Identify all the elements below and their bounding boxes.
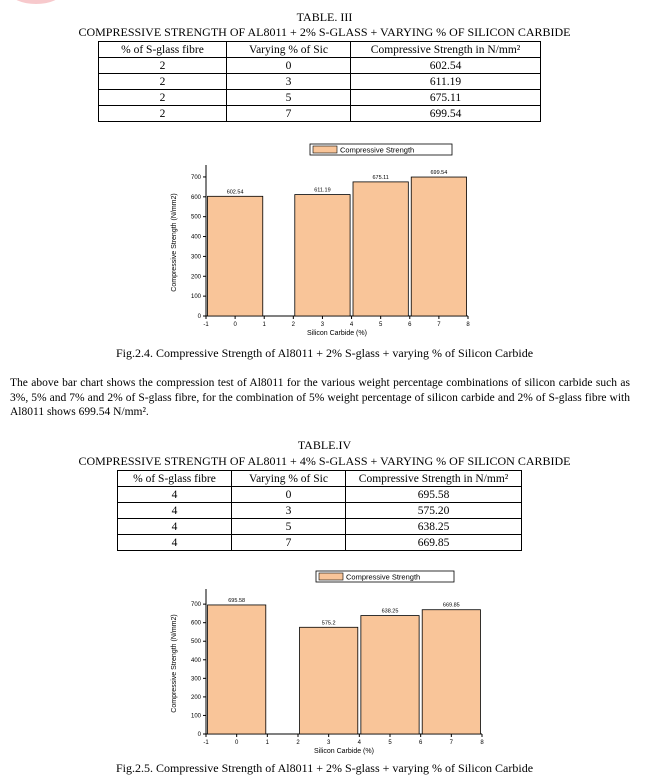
- bar: [353, 182, 408, 316]
- table-header-cell: % of S-glass fibre: [99, 42, 227, 58]
- table-row: [118, 503, 522, 519]
- table-cell: 2: [99, 58, 227, 74]
- x-tick-label: 7: [437, 322, 441, 328]
- y-tick-label: 500: [190, 639, 201, 646]
- table-cell: 611.19: [351, 74, 541, 90]
- bar: [295, 195, 350, 316]
- table-header-cell: Varying % of Sic: [227, 42, 351, 58]
- x-tick-label: 8: [480, 740, 484, 746]
- bar-data-label: 575.2: [321, 620, 336, 627]
- x-tick-label: 7: [449, 740, 454, 746]
- x-tick-label: -1: [203, 740, 209, 746]
- y-tick-label: 400: [190, 657, 201, 664]
- x-tick-label: 6: [408, 322, 412, 328]
- table-cell: 2: [99, 74, 227, 90]
- y-tick-label: 400: [190, 234, 201, 241]
- y-tick-label: 300: [190, 254, 201, 261]
- y-tick-label: 200: [190, 274, 201, 281]
- x-tick-label: -1: [203, 322, 209, 328]
- y-tick-label: 200: [190, 694, 201, 701]
- bar-data-label: 669.85: [442, 602, 460, 609]
- table-row: [118, 535, 522, 551]
- y-tick-label: 0: [197, 732, 201, 738]
- body-paragraph: The above bar chart shows the compression test of Al8011 for the various weight percentage combinations of silicon carbide such as 3%, 5% and 7% and 2% of S-glass fibre, for the combination of 5% weight percentage of silicon carbide and 2% of S-glass fibre with Al8011 shows 699.54 N/mm².: [10, 377, 630, 419]
- x-tick-label: 0: [234, 740, 239, 746]
- y-tick-label: 700: [190, 174, 201, 181]
- table-header-cell: % of S-glass fibre: [118, 471, 232, 487]
- x-tick-label: 4: [349, 322, 354, 328]
- decorative-blob: [10, 0, 62, 4]
- table-header-row: [118, 471, 522, 487]
- table-header-cell: Compressive Strength in N/mm²: [346, 471, 522, 487]
- table4-title: COMPRESSIVE STRENGTH OF AL8011 + 4% S-GLASS + VARYING % OF SILICON CARBIDE: [78, 454, 571, 468]
- table-cell: 2: [99, 106, 227, 122]
- x-tick-label: 3: [326, 740, 331, 746]
- table3-label: TABLE. III: [296, 10, 353, 24]
- y-tick-label: 600: [190, 194, 201, 201]
- y-axis-label: Compressive Strength (N/mm2): [171, 614, 178, 713]
- y-tick-label: 100: [190, 713, 201, 720]
- compressive-strength-chart-2: [160, 565, 490, 761]
- legend-label: Compressive Strength: [340, 145, 415, 155]
- bar-data-label: 695.58: [228, 597, 246, 604]
- table-header-cell: Compressive Strength in N/mm²: [351, 42, 541, 58]
- table-cell: 5: [227, 90, 351, 106]
- chart-legend: [316, 571, 454, 582]
- table-cell: 602.54: [351, 58, 541, 74]
- bar: [300, 627, 358, 734]
- y-tick-label: 700: [190, 602, 201, 609]
- table-cell: 695.58: [346, 487, 522, 503]
- table-cell: 575.20: [346, 503, 522, 519]
- table4: [117, 470, 522, 551]
- table-row: [118, 519, 522, 535]
- table-row: [118, 487, 522, 503]
- table-cell: 0: [232, 487, 346, 503]
- table-cell: 4: [118, 535, 232, 551]
- legend-swatch: [319, 573, 343, 580]
- y-tick-label: 100: [190, 294, 201, 301]
- table-cell: 7: [232, 535, 346, 551]
- bar-data-label: 611.19: [314, 187, 331, 194]
- table-cell: 4: [118, 519, 232, 535]
- x-tick-label: 2: [291, 322, 296, 328]
- bar-data-label: 602.54: [226, 189, 244, 196]
- x-tick-label: 3: [320, 322, 325, 328]
- table-cell: 2: [99, 90, 227, 106]
- x-axis-label: Silicon Carbide (%): [307, 330, 367, 337]
- y-tick-label: 0: [197, 314, 201, 320]
- table-row: [99, 74, 541, 90]
- bar-data-label: 675.11: [372, 174, 389, 181]
- x-tick-label: 1: [262, 322, 266, 328]
- y-tick-label: 600: [190, 620, 201, 627]
- x-tick-label: 5: [378, 322, 383, 328]
- figure1-caption: Fig.2.4. Compressive Strength of Al8011 + 2% S-glass + varying % of Silicon Carbide: [115, 346, 534, 360]
- bar-data-label: 638.25: [381, 608, 399, 615]
- table-cell: 675.11: [351, 90, 541, 106]
- table-cell: 4: [118, 503, 232, 519]
- x-tick-label: 2: [296, 740, 300, 746]
- bar: [207, 196, 262, 316]
- table-cell: 5: [232, 519, 346, 535]
- table-cell: 0: [227, 58, 351, 74]
- x-tick-label: 4: [357, 740, 362, 746]
- bar: [422, 610, 480, 734]
- table-row: [99, 90, 541, 106]
- table-header-cell: Varying % of Sic: [232, 471, 346, 487]
- y-tick-label: 300: [190, 676, 201, 683]
- bar-data-label: 699.54: [430, 170, 448, 177]
- bar: [361, 616, 419, 734]
- table-row: [99, 106, 541, 122]
- x-tick-label: 8: [466, 322, 470, 328]
- table-cell: 3: [232, 503, 346, 519]
- figure2-caption: Fig.2.5. Compressive Strength of Al8011 + 2% S-glass + varying % of Silicon Carbide: [115, 761, 534, 775]
- legend-swatch: [313, 146, 337, 153]
- table-cell: 3: [227, 74, 351, 90]
- table-cell: 7: [227, 106, 351, 122]
- table3: [98, 41, 541, 122]
- table4-label: TABLE.IV: [297, 438, 352, 452]
- table-cell: 4: [118, 487, 232, 503]
- table-cell: 699.54: [351, 106, 541, 122]
- y-axis-label: Compressive Strength (N/mm2): [171, 193, 178, 292]
- bar: [411, 177, 466, 316]
- x-tick-label: 5: [388, 740, 392, 746]
- table-cell: 638.25: [346, 519, 522, 535]
- table-cell: 669.85: [346, 535, 522, 551]
- compressive-strength-chart-1: [160, 138, 480, 344]
- table3-title: COMPRESSIVE STRENGTH OF AL8011 + 2% S-GLASS + VARYING % OF SILICON CARBIDE: [78, 25, 571, 39]
- y-tick-label: 500: [190, 214, 201, 221]
- chart-legend: [310, 144, 452, 155]
- table-header-row: [99, 42, 541, 58]
- table-row: [99, 58, 541, 74]
- bar: [208, 605, 266, 734]
- x-tick-label: 1: [265, 740, 270, 746]
- x-axis-label: Silicon Carbide (%): [314, 748, 374, 755]
- x-tick-label: 6: [418, 740, 423, 746]
- legend-label: Compressive Strength: [346, 572, 421, 582]
- x-tick-label: 0: [233, 322, 237, 328]
